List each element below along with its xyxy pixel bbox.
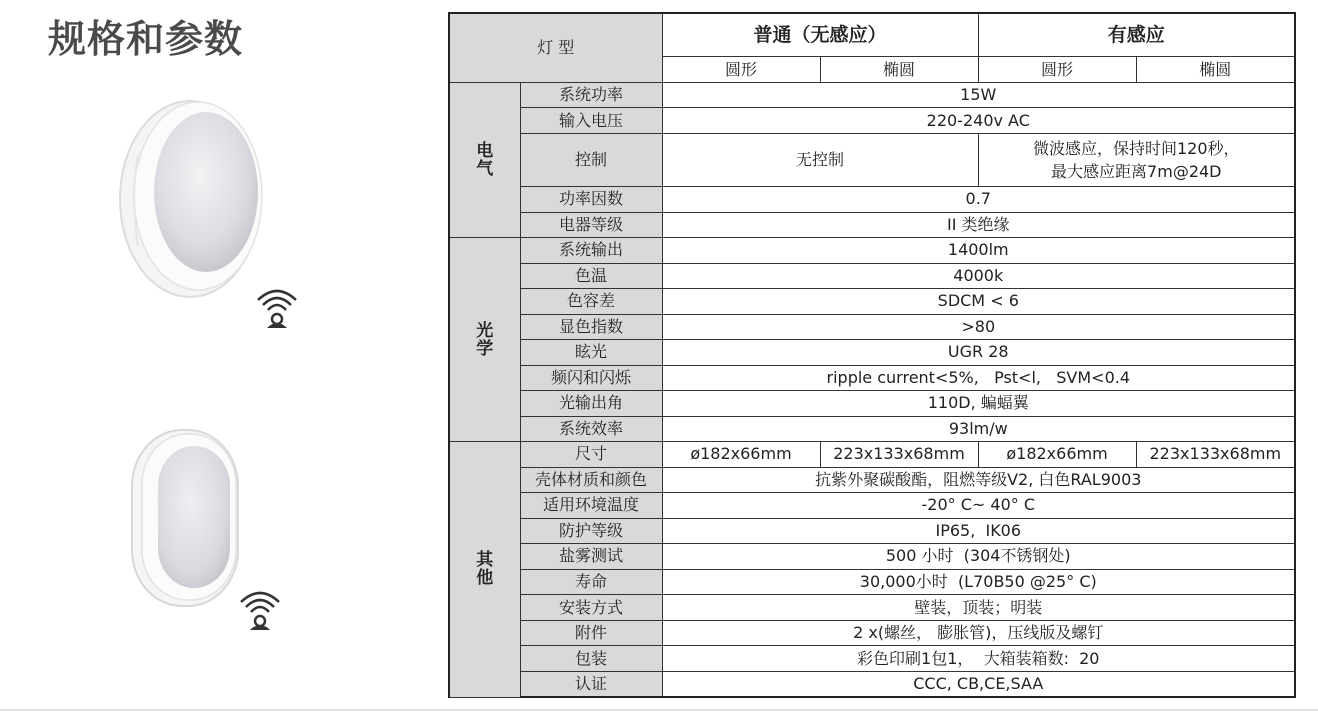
row-value: CCC, CB,CE,SAA (662, 671, 1295, 697)
size-round-normal: ø182x66mm (662, 442, 820, 468)
row-label: 尺寸 (520, 442, 662, 468)
row-value: >80 (662, 314, 1295, 340)
sensor-group-header: 有感应 (978, 13, 1295, 57)
row-label: 壳体材质和颜色 (520, 467, 662, 493)
shape-header-oval-normal: 椭圆 (820, 57, 978, 83)
row-value: 15W (662, 82, 1295, 108)
row-value: UGR 28 (662, 340, 1295, 366)
shape-header-round-normal: 圆形 (662, 57, 820, 83)
row-label: 系统输出 (520, 238, 662, 264)
row-label: 电器等级 (520, 212, 662, 238)
row-value: 93lm/w (662, 416, 1295, 442)
round-lamp-image (108, 96, 268, 306)
size-oval-normal: 223x133x68mm (820, 442, 978, 468)
row-label: 防护等级 (520, 518, 662, 544)
shape-header-round-sensor: 圆形 (978, 57, 1136, 83)
row-label: 控制 (520, 133, 662, 186)
bottom-divider (0, 709, 1318, 711)
row-value: 500 小时 (304不锈钢处) (662, 544, 1295, 570)
control-sensor-value: 微波感应，保持时间120秒， 最大感应距离7m@24D (978, 133, 1295, 186)
category-optical: 光 学 (449, 238, 520, 442)
row-label: 光输出角 (520, 391, 662, 417)
size-oval-sensor: 223x133x68mm (1136, 442, 1295, 468)
microwave-sensor-icon (252, 282, 302, 330)
row-value: -20° C~ 40° C (662, 493, 1295, 519)
control-normal-value: 无控制 (662, 133, 978, 186)
row-label: 色温 (520, 263, 662, 289)
row-label: 输入电压 (520, 108, 662, 134)
row-value: IP65, IK06 (662, 518, 1295, 544)
row-label: 色容差 (520, 289, 662, 315)
shape-header-oval-sensor: 椭圆 (1136, 57, 1295, 83)
spec-table (448, 12, 1296, 698)
row-label: 盐雾测试 (520, 544, 662, 570)
row-label: 系统效率 (520, 416, 662, 442)
row-label: 频闪和闪烁 (520, 365, 662, 391)
row-value: SDCM < 6 (662, 289, 1295, 315)
category-other: 其 他 (449, 442, 520, 697)
oval-lamp-image (128, 424, 244, 610)
row-value: 4000k (662, 263, 1295, 289)
row-label: 包装 (520, 646, 662, 672)
row-label: 显色指数 (520, 314, 662, 340)
row-value: 彩色印刷1包1， 大箱装箱数: 20 (662, 646, 1295, 672)
row-label: 认证 (520, 671, 662, 697)
row-value: 壁装，顶装；明装 (662, 595, 1295, 621)
row-label: 安装方式 (520, 595, 662, 621)
row-value: II 类绝缘 (662, 212, 1295, 238)
category-electrical: 电 气 (449, 82, 520, 237)
row-label: 适用环境温度 (520, 493, 662, 519)
row-value: 1400lm (662, 238, 1295, 264)
row-value: 220-240v AC (662, 108, 1295, 134)
microwave-sensor-icon (235, 584, 285, 632)
row-label: 寿命 (520, 569, 662, 595)
row-value: 30,000小时 (L70B50 @25° C) (662, 569, 1295, 595)
row-label: 附件 (520, 620, 662, 646)
row-label: 功率因数 (520, 187, 662, 213)
normal-group-header: 普通（无感应） (662, 13, 978, 57)
row-value: ripple current<5%, Pst<l, SVM<0.4 (662, 365, 1295, 391)
row-value: 2 x(螺丝， 膨胀管)，压线版及螺钉 (662, 620, 1295, 646)
row-value: 0.7 (662, 187, 1295, 213)
page-title: 规格和参数 (48, 17, 244, 61)
row-label: 系统功率 (520, 82, 662, 108)
row-label: 眩光 (520, 340, 662, 366)
lamp-type-header: 灯 型 (449, 13, 662, 82)
row-value: 抗紫外聚碳酸酯，阻燃等级V2, 白色RAL9003 (662, 467, 1295, 493)
size-round-sensor: ø182x66mm (978, 442, 1136, 468)
row-value: 110D, 蝙蝠翼 (662, 391, 1295, 417)
